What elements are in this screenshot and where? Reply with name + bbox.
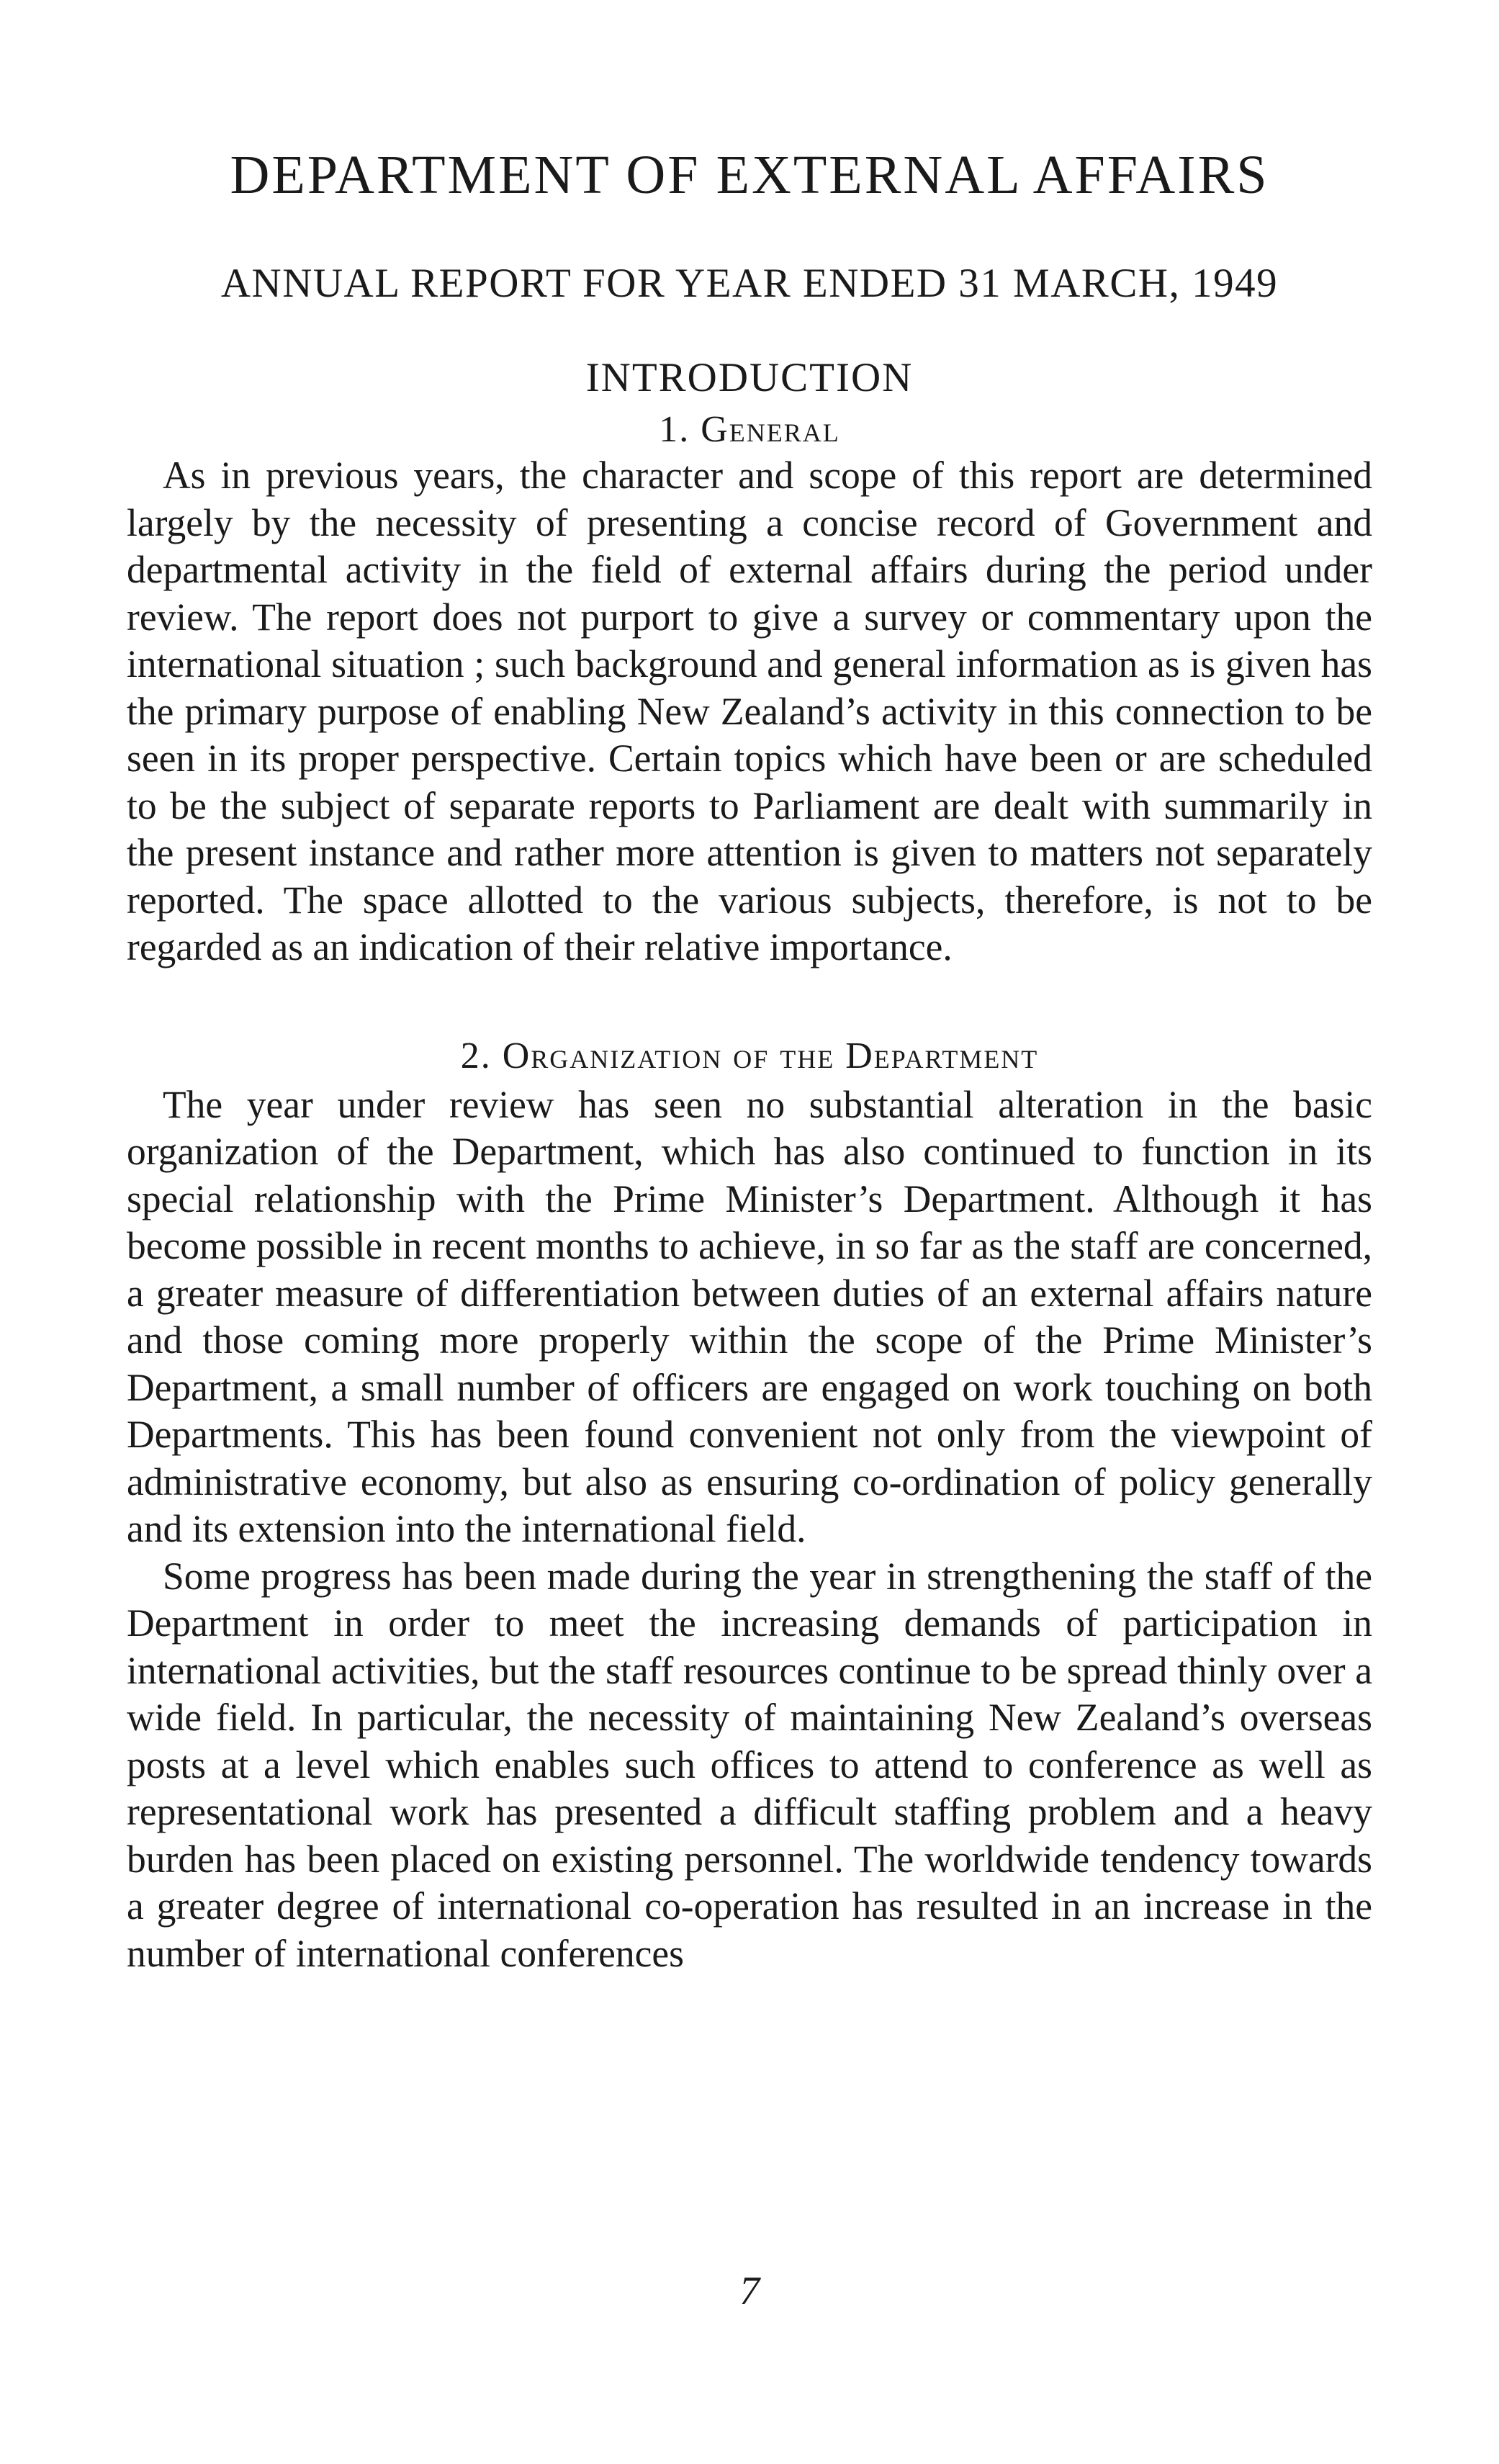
general-paragraph: As in previous years, the character and scope of this report are determined largely by the necessity of presenting a concise record of Government and departmental activity in the field of external affairs during the period under review. The report does not purport to give a survey or commentary upon the international situation ; such background and general information as is given has the primary purpose of enabling New Zealand’s activity in this connection to be seen in its proper perspective. Certain topics which have been or are scheduled to be the subject of separate reports to Parliament are dealt with summarily in the present instance and rather more attention is given to matters not separately reported. The space allotted to the various subjects, therefore, is not to be regarded as an indication of their relative importance. [127,454,1372,968]
page-number: 7 [739,2269,760,2314]
organization-paragraph-1: The year under review has seen no substantial alteration in the basic organization of the Department, which has also continued to function in its special relationship with the Prime Minister’s Department. Although it has become possible in recent months to achieve, in so far as the staff are concerned, a greater measure of differentiation between duties of an external affairs nature and those coming more properly within the scope of the Prime Minister’s Department, a small number of officers are engaged on work touching on both Departments. This has been found convenient not only from the viewpoint of administrative economy, but also as ensuring co-ordination of policy generally and its extension into the international field. [127,1082,1372,1550]
section-heading-organization: 2. Organization of the Department [460,1035,1039,1076]
organization-paragraph-2: Some progress has been made during the year in strengthening the staff of the Department in order to meet the increasing demands of participation in international activities, but the staff resources continue to be spread thinly over a wide field. In particular, the necessity of maintaining New Zealand’s overseas posts at a level which enables such offices to attend to conference as well as representational work has presented a difficult staffing problem and a heavy burden has been placed on existing personnel. The worldwide tendency towards a greater degree of international co-operation has resulted in an increase in the number of international conferences [127,1554,1372,1975]
report-page [127,144,1372,1977]
introduction-heading: INTRODUCTION [585,355,914,400]
document-title: DEPARTMENT OF EXTERNAL AFFAIRS [230,145,1269,205]
document-subtitle: ANNUAL REPORT FOR YEAR ENDED 31 MARCH, 1949 [220,261,1279,306]
section-heading-general: 1. General [659,409,840,450]
